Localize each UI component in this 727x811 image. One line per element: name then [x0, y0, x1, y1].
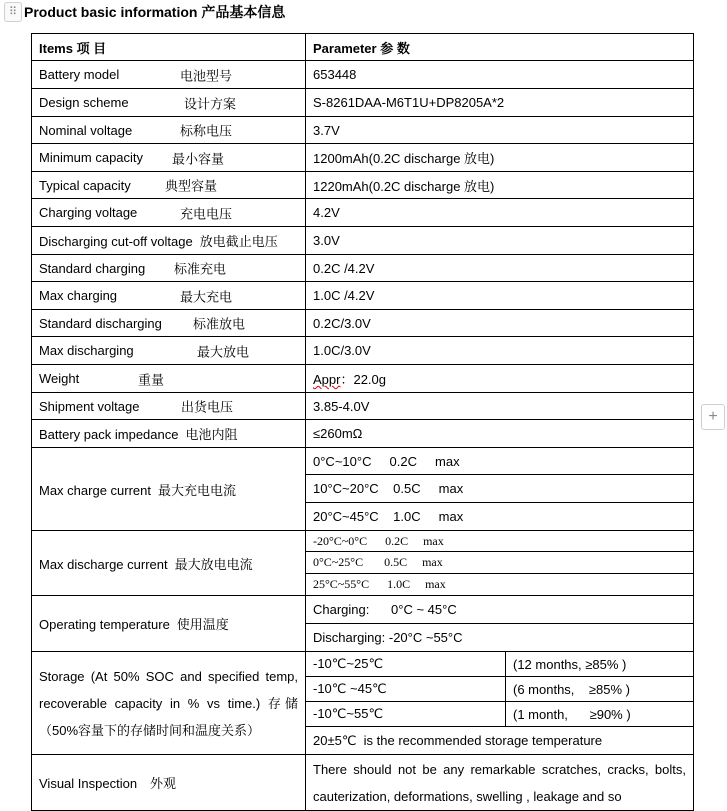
- label-cn: 重量: [138, 372, 165, 387]
- table-row: [32, 89, 694, 117]
- table-row: [32, 310, 694, 337]
- table-row: [32, 448, 694, 475]
- row-label: [32, 755, 306, 811]
- label-cn: 最大充电电流: [158, 482, 237, 498]
- table-row: [32, 61, 694, 89]
- label-en: Discharging cut-off voltage: [39, 234, 193, 249]
- label-cn: 外观: [150, 776, 177, 791]
- label-en: Battery pack impedance: [39, 427, 179, 442]
- row-label: [32, 531, 306, 596]
- table-row: [32, 531, 694, 552]
- row-label: [32, 393, 306, 420]
- row-label: [32, 117, 306, 144]
- section-title: Product basic information 产品基本信息: [24, 4, 286, 20]
- row-label: [32, 310, 306, 337]
- table-row: [32, 255, 694, 282]
- row-value: [306, 365, 694, 393]
- table-row: [32, 199, 694, 227]
- table-row: [32, 755, 694, 811]
- label-en: Max charge current: [39, 482, 151, 498]
- weight-value: ：22.0g: [340, 372, 387, 387]
- row-value: 1.0C /4.2V: [306, 282, 694, 310]
- label-cn: 放电截止电压: [199, 234, 278, 249]
- label-en: Max discharge current: [39, 556, 168, 572]
- table-row: [32, 652, 694, 677]
- label-en: Nominal voltage: [39, 122, 133, 138]
- weight-approx: Appr: [313, 372, 341, 387]
- label-en: Shipment voltage: [39, 398, 140, 414]
- row-label: [32, 282, 306, 310]
- row-value: 1200mAh(0.2C discharge 放电): [306, 144, 694, 172]
- label-cn: 标准放电: [193, 316, 246, 332]
- header-parameter: Parameter 参 数: [306, 34, 694, 61]
- table-row: [32, 393, 694, 420]
- row-label: [32, 172, 306, 199]
- storage-condition: (6 months, ≥85% ): [506, 677, 694, 702]
- row-label: [32, 448, 306, 531]
- row-value: 20°C~45°C 1.0C max: [306, 503, 694, 531]
- row-value: 0°C~10°C 0.2C max: [306, 448, 694, 475]
- row-label: [32, 144, 306, 172]
- row-value: 1220mAh(0.2C discharge 放电): [306, 172, 694, 199]
- row-label: [32, 227, 306, 255]
- row-value: 4.2V: [306, 199, 694, 227]
- table-row: [32, 596, 694, 624]
- storage-temp: -10℃~55℃: [306, 702, 506, 727]
- row-label: Storage (At 50% SOC and specified temp, recoverable capacity in % vs time.) 存储（50%容量下的存储时间和温度关系）: [32, 652, 306, 755]
- storage-condition: (12 months, ≥85% ): [506, 652, 694, 677]
- label-cn: 出货电压: [181, 399, 234, 415]
- spec-table: [31, 33, 694, 811]
- table-row: [32, 227, 694, 255]
- label-en: Standard charging: [39, 260, 146, 276]
- label-cn: 最大放电: [197, 344, 250, 359]
- label-cn: 使用温度: [176, 617, 229, 632]
- row-label: [32, 420, 306, 448]
- row-value: There should not be any remarkable scratches, cracks, bolts, cauterization, deformations, swelling , leakage and so: [306, 755, 694, 811]
- add-row-icon[interactable]: +: [701, 404, 725, 430]
- label-en: Charging voltage: [39, 205, 138, 220]
- table-row: [32, 420, 694, 448]
- label-cn: 标称电压: [180, 123, 233, 139]
- label-en: Design scheme: [39, 95, 129, 110]
- storage-condition: (1 month, ≥90% ): [506, 702, 694, 727]
- table-row: [32, 337, 694, 365]
- table-row: [32, 365, 694, 393]
- label-cn: 最大放电电流: [174, 556, 253, 572]
- label-cn: 标准充电: [174, 261, 227, 277]
- row-label: [32, 89, 306, 117]
- label-en: Minimum capacity: [39, 150, 144, 165]
- row-value: Charging: 0°C ~ 45°C: [306, 596, 694, 624]
- label-cn: 电池内阻: [185, 427, 238, 442]
- row-value: 653448: [306, 61, 694, 89]
- label-cn: 电池型号: [180, 68, 233, 83]
- label-cn: 设计方案: [184, 96, 237, 111]
- row-value: 0.2C /4.2V: [306, 255, 694, 282]
- row-label: [32, 255, 306, 282]
- table-row: [32, 282, 694, 310]
- label-en: Operating temperature: [39, 617, 170, 632]
- row-value: Discharging: -20°C ~55°C: [306, 624, 694, 652]
- row-value: 0°C~25°C 0.5C max: [306, 552, 694, 574]
- row-label: [32, 337, 306, 365]
- label-en: Battery model: [39, 67, 120, 82]
- label-en: Max charging: [39, 288, 118, 303]
- label-cn: 最大充电: [180, 289, 233, 304]
- row-value: 3.7V: [306, 117, 694, 144]
- label-en: Max discharging: [39, 343, 134, 358]
- label-en: Standard discharging: [39, 315, 162, 331]
- row-label: [32, 365, 306, 393]
- row-value: 10°C~20°C 0.5C max: [306, 475, 694, 503]
- row-value: 3.85-4.0V: [306, 393, 694, 420]
- header-items: Items 项 目: [32, 34, 306, 61]
- label-cn: 最小容量: [172, 151, 225, 166]
- table-row: [32, 117, 694, 144]
- row-value: ≤260mΩ: [306, 420, 694, 448]
- row-label: [32, 199, 306, 227]
- row-value: 0.2C/3.0V: [306, 310, 694, 337]
- label-cn: 充电电压: [180, 206, 233, 221]
- label-en: Visual Inspection: [39, 776, 138, 791]
- table-row: [32, 144, 694, 172]
- table-header-row: [32, 34, 694, 61]
- row-label: [32, 61, 306, 89]
- row-value: 25°C~55°C 1.0C max: [306, 574, 694, 596]
- row-value: 20±5℃ is the recommended storage temperature: [306, 727, 694, 755]
- table-row: [32, 172, 694, 199]
- storage-temp: -10℃~25℃: [306, 652, 506, 677]
- row-label: [32, 596, 306, 652]
- row-value: S-8261DAA-M6T1U+DP8205A*2: [306, 89, 694, 117]
- row-value: 1.0C/3.0V: [306, 337, 694, 365]
- storage-temp: -10℃ ~45℃: [306, 677, 506, 702]
- label-en: Typical capacity: [39, 177, 131, 193]
- label-cn: 典型容量: [165, 178, 218, 194]
- row-value: 3.0V: [306, 227, 694, 255]
- label-en: Weight: [39, 371, 80, 386]
- drag-handle-icon[interactable]: ⠿: [4, 2, 22, 22]
- row-value: -20°C~0°C 0.2C max: [306, 531, 694, 552]
